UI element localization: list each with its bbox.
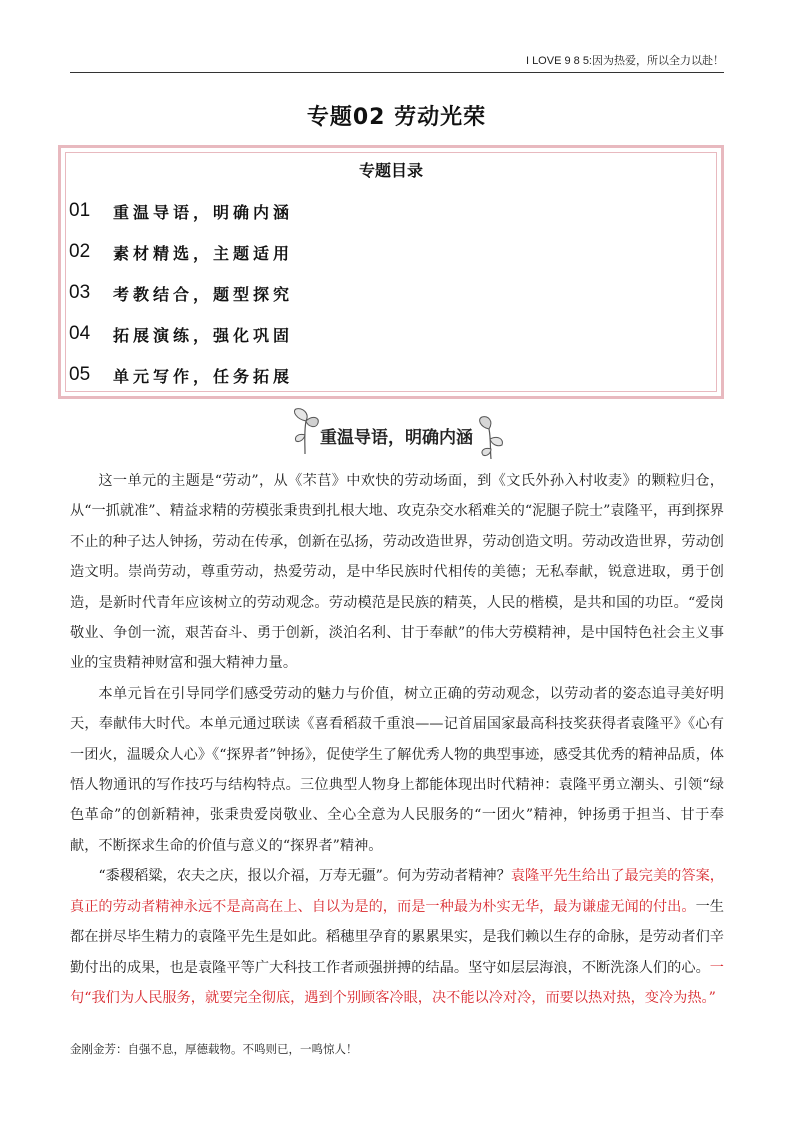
toc-item[interactable] xyxy=(69,197,293,225)
toc-item[interactable] xyxy=(69,279,293,307)
paragraph: 本单元旨在引导同学们感受劳动的魅力与价值，树立正确的劳动观念，以劳动者的姿态追寻美好明天，奉献伟大时代。本单元通过联读《喜看稻菽千重浪——记首届国家最高科技奖获得者袁隆平》《心有一团火，温暖众人心》《“探界者”钟扬》，促使学生了解优秀人物的典型事迹，感受其优秀的精神品质，体悟人物通讯的写作技巧与结构特点。三位典型人物身上都能体现出时代精神：袁隆平勇立潮头、引领“绿色革命”的创新精神，张秉贵爱岗敬业、全心全意为人民服务的“一团火”精神，钟扬勇于担当、甘于奉献，不断探求生命的价值与意义的“探界者”精神。 xyxy=(70,685,724,854)
header-divider xyxy=(70,72,724,73)
leaf-right-icon xyxy=(474,413,508,463)
toc-item-label: 拓展演练，强化巩固 xyxy=(113,325,294,345)
intro-text xyxy=(70,466,724,1013)
toc-item-number: 01 xyxy=(69,200,91,221)
section-heading: 重温导语，明确内涵 xyxy=(320,428,473,448)
toc-item-number: 05 xyxy=(69,364,91,385)
text-run: “黍稷稻粱，农夫之庆，报以介福，万寿无疆”。何为劳动者精神？ xyxy=(98,868,511,885)
page-footer: 金刚金芳：自强不息，厚德载物。不鸣则已，一鸣惊人！ xyxy=(70,1042,358,1056)
paragraph: 这一单元的主题是“劳动”，从《芣苢》中欢快的劳动场面，到《文氏外孙入村收麦》的颗粒归仓，从“一抓就准”、精益求精的劳模张秉贵到扎根大地、攻克杂交水稻难关的“泥腿子院士”袁隆平，再到探界不止的种子达人钟扬，劳动在传承，创新在弘扬，劳动改造世界，劳动创造文明。劳动改造世界，劳动创造文明。崇尚劳动，尊重劳动，热爱劳动，是中华民族时代相传的美德；无私奉献，锐意进取，勇于创造，是新时代青年应该树立的劳动观念。劳动模范是民族的精英，人民的楷模，是共和国的功臣。“爱岗敬业、争创一流，艰苦奋斗、勇于创新，淡泊名利、甘于奉献”的伟大劳模精神，是中国特色社会主义事业的宝贵精神财富和强大精神力量。 xyxy=(70,473,724,672)
page-header: I LOVE 9 8 5:因为热爱，所以全力以赴！ xyxy=(525,55,724,67)
toc-item-label: 素材精选，主题适用 xyxy=(113,243,294,263)
section-banner xyxy=(0,405,793,463)
highlighted-quote: 一句“我们为人民服务，就要完全彻底，遇到个别顾客冷眼，决不能以冷对冷，而要以热对热，变冷为热。” xyxy=(70,959,724,1006)
page-title: 专题02 劳动光荣 xyxy=(306,105,487,130)
table-of-contents xyxy=(58,145,724,399)
toc-item-number: 03 xyxy=(69,282,91,303)
toc-item-number: 04 xyxy=(69,323,91,344)
toc-item[interactable] xyxy=(69,361,293,389)
toc-item-label: 考教结合，题型探究 xyxy=(113,284,294,304)
toc-item-number: 02 xyxy=(69,241,91,262)
text-run: 一生都在拼尽毕生精力的袁隆平先生是如此。稻穗里孕育的累累果实，是我们赖以生存的命脉，是劳动者们辛勤付出的成果，也是袁隆平等广大科技工作者顽强拼搏的结晶。坚守如层层海浪，不断洗涤人们的心。 xyxy=(70,898,724,976)
toc-item[interactable] xyxy=(69,238,293,266)
highlighted-text: 袁隆平先生给出了最完美的答案，真正的劳动者精神永远不是高高在上、自以为是的，而是一种最为朴实无华，最为谦虚无闻的付出。 xyxy=(70,868,724,915)
paragraph xyxy=(70,861,724,1013)
toc-item-label: 单元写作，任务拓展 xyxy=(113,366,294,386)
toc-item[interactable] xyxy=(69,320,293,348)
toc-item-label: 重温导语，明确内涵 xyxy=(113,202,294,222)
toc-inner-border xyxy=(65,152,717,392)
toc-title: 专题目录 xyxy=(358,161,423,180)
